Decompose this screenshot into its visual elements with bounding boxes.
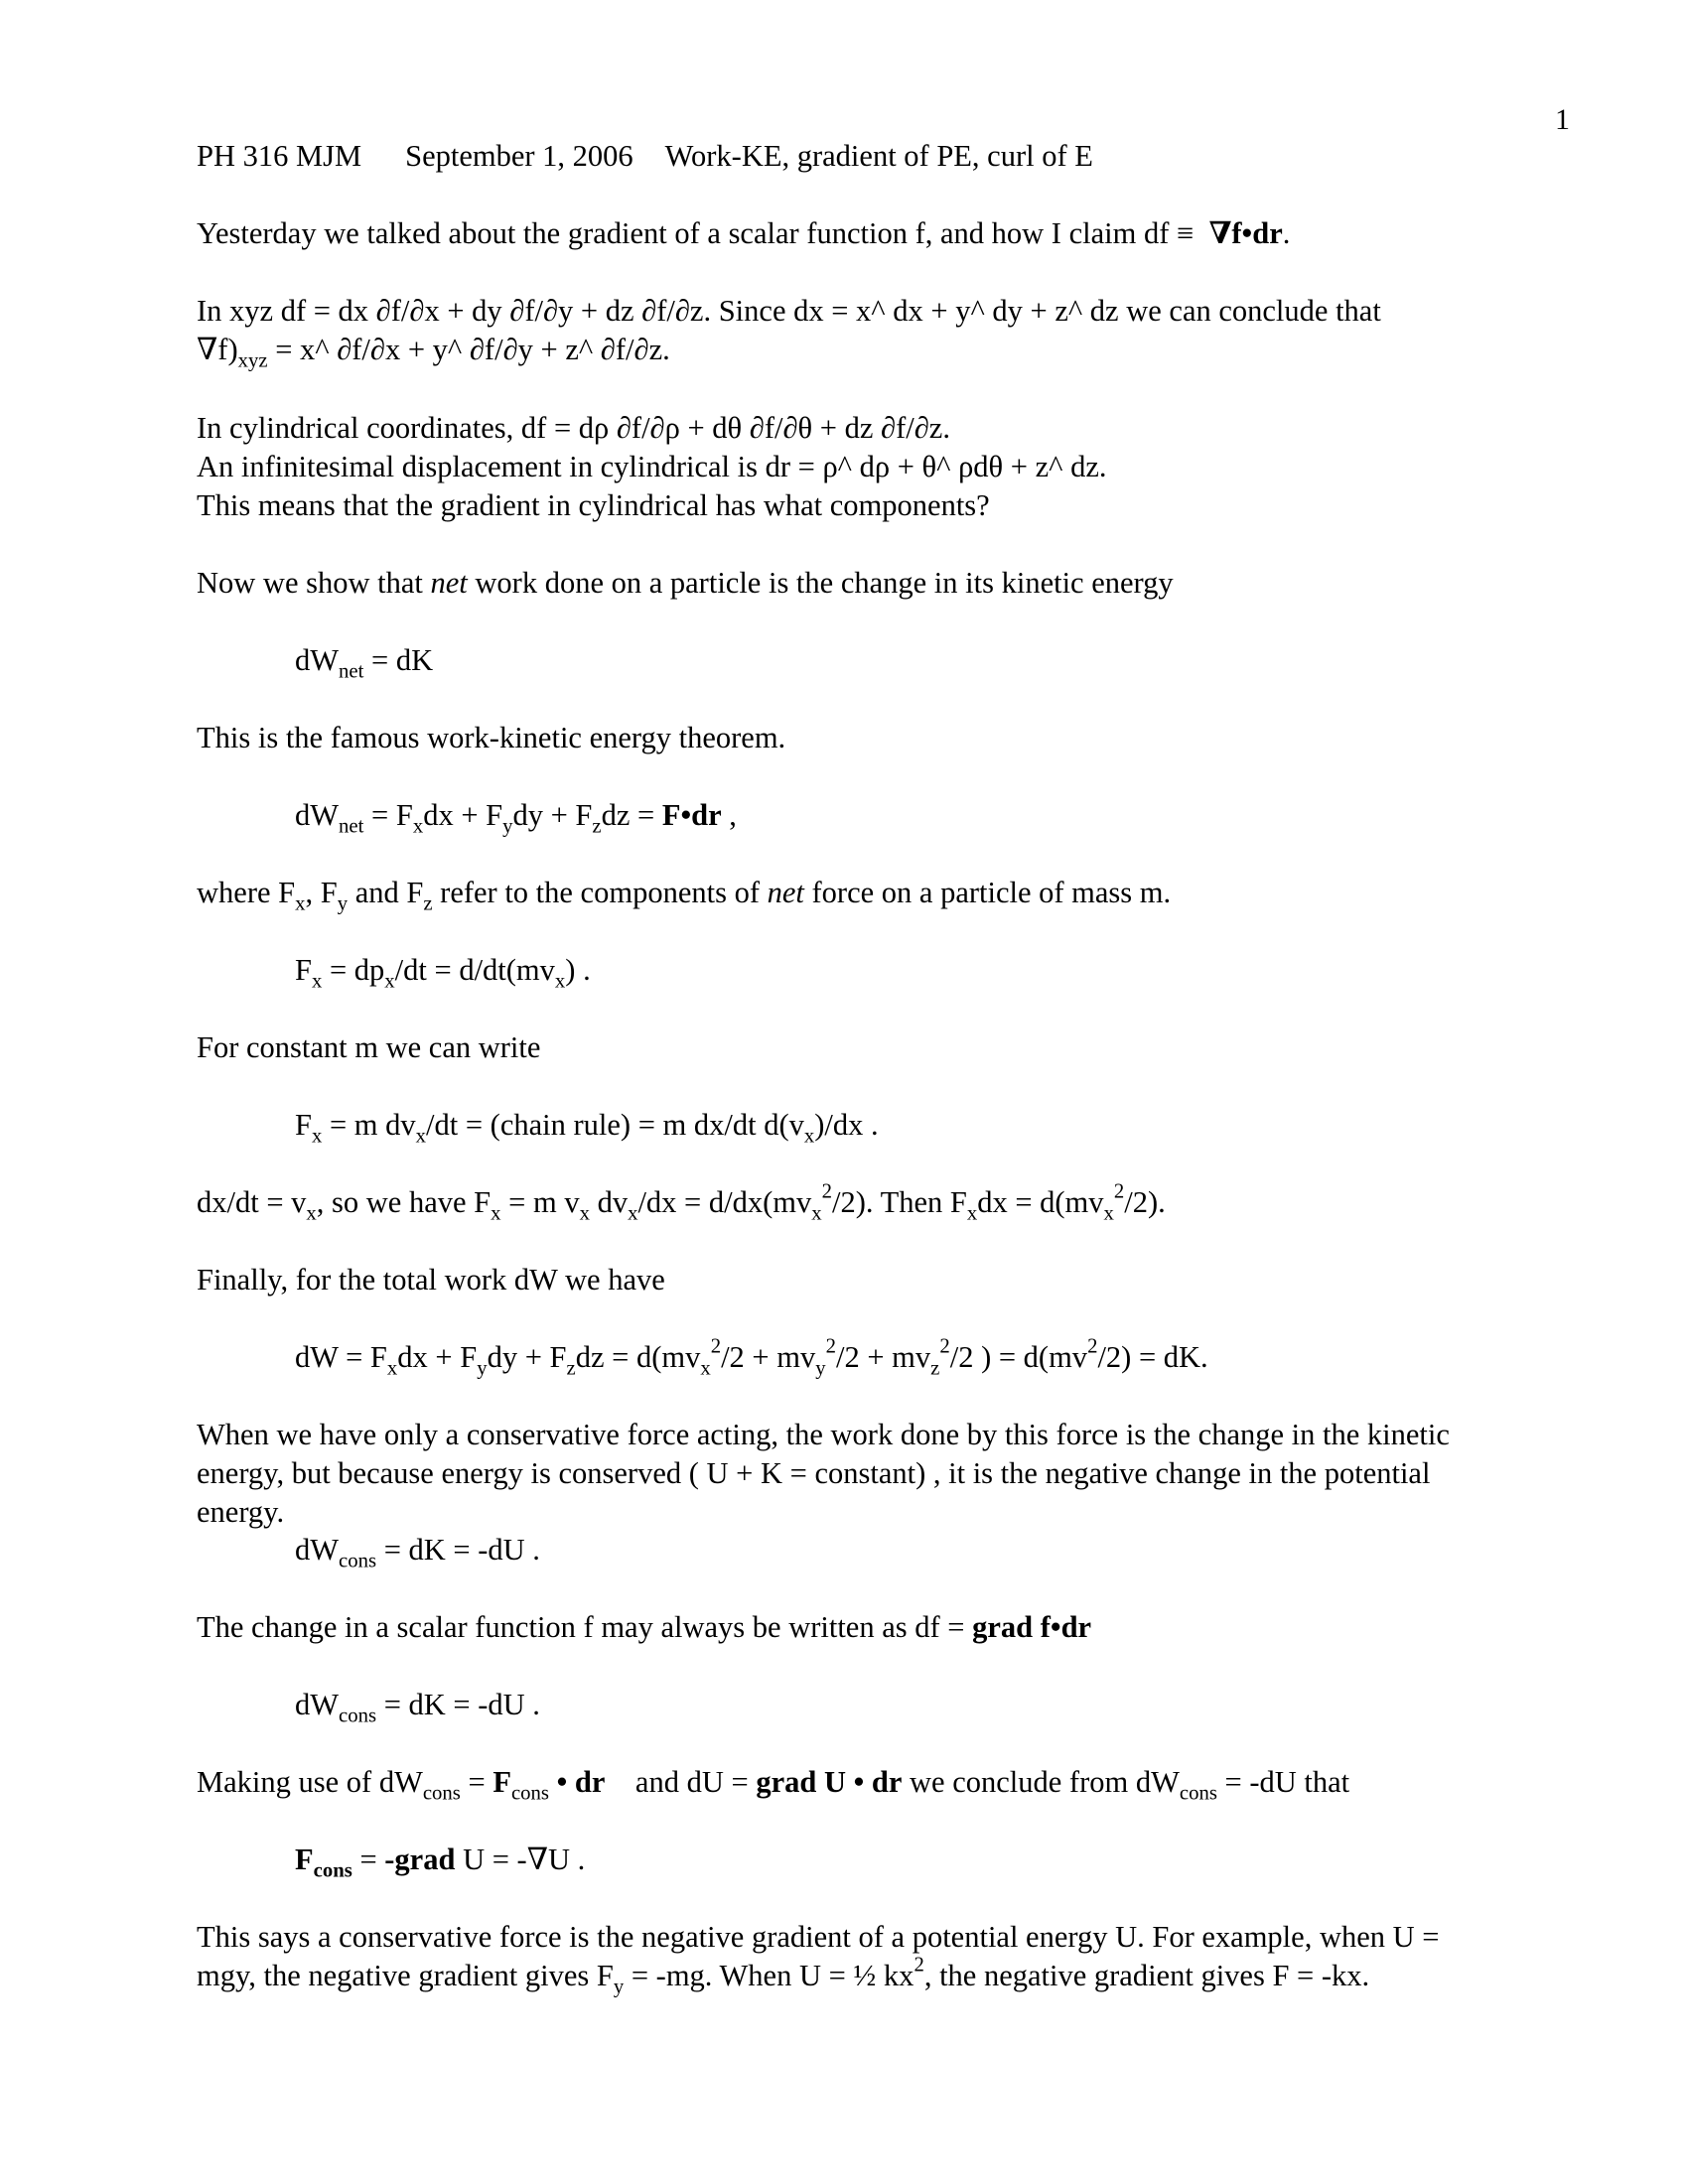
page-header: [197, 137, 1093, 175]
paragraph-net-work: Now we show that net work done on a particle is the change in its kinetic energy: [197, 566, 1174, 600]
paragraph-summary-line2: mgy, the negative gradient gives $F_y = -mg$. When U = ½ $kx^2$, the negative gradient gives F = -kx.: [197, 1954, 1370, 1998]
equation-net-work-components: $dW_{net} = F_xdx + F_ydy + F_zdz$ = F•dr ,: [295, 798, 737, 838]
page-number: 1: [1555, 103, 1570, 136]
equation-newton-second-law: $F_x = dp_x/dt = d/dt(mv_x)$ .: [295, 953, 591, 993]
paragraph-scalar-change: The change in a scalar function f may always be written as df = grad f•dr: [197, 1610, 1092, 1644]
equation-total-work: dW = $F_xdx + F_ydy + F_zdz = d(mv_x^2/2 + mv_y^2/2 + mv_z^2/2$ ) = $d(mv^2/2)$ = dK.: [295, 1335, 1208, 1380]
equation-conservative-work-2: $dW_{cons}$ = dK = -dU .: [295, 1688, 540, 1727]
paragraph-summary-line1: This says a conservative force is the negative gradient of a potential energy U. For example, when U =: [197, 1920, 1440, 1954]
paragraph-cylindrical-line2: An infinitesimal displacement in cylindrical is dr = ρ^ dρ + θ^ ρdθ + z^ dz.: [197, 450, 1107, 483]
equation-work-energy: $dW_{net}$ = dK: [295, 643, 434, 683]
equation-conservative-work-1: $dW_{cons}$ = dK = -dU .: [295, 1533, 540, 1572]
course-code: PH 316 MJM: [197, 139, 362, 173]
paragraph-cylindrical-line3: This means that the gradient in cylindrical has what components?: [197, 488, 990, 522]
paragraph-xyz-line2: $\nabla f)_{xyz}$ = x^ ∂f/∂x + y^ ∂f/∂y + z^ ∂f/∂z.: [197, 333, 670, 372]
equation-velocity-substitution: $dx/dt = v_x$, so we have $F_x = m$ $v_x$ $dv_x/dx = d/dx(mv_x^2/2)$. Then $F_xdx = d(mv_x^2/2)$.: [197, 1180, 1166, 1225]
header-date: September 1, 2006: [405, 139, 633, 173]
paragraph-making-use: Making use of $dW_{cons} = F_{cons}$ • dr and dU = grad U • dr we conclude from $dW_{cons} = -dU$ that: [197, 1765, 1350, 1805]
paragraph-conservative-line2: energy, but because energy is conserved ( U + K = constant) , it is the negative change in the potential: [197, 1456, 1431, 1490]
paragraph-force-components: where $F_x$, $F_y$ and $F_z$ refer to the components of net force on a particle of mass m.: [197, 876, 1172, 915]
paragraph-total-work: Finally, for the total work dW we have: [197, 1263, 665, 1297]
paragraph-gradient-intro: Yesterday we talked about the gradient of a scalar function f, and how I claim df ≡ ∇f•dr.: [197, 216, 1291, 250]
paragraph-constant-mass: For constant m we can write: [197, 1030, 541, 1064]
equation-chain-rule: $F_x = m$ $dv_x/dt$ = (chain rule) = m dx/dt $d(v_x)/dx$ .: [295, 1108, 879, 1148]
header-topic: Work-KE, gradient of PE, curl of E: [664, 139, 1093, 173]
paragraph-conservative-line1: When we have only a conservative force acting, the work done by this force is the change in the kinetic: [197, 1418, 1450, 1451]
paragraph-theorem: This is the famous work-kinetic energy theorem.: [197, 721, 786, 754]
paragraph-conservative-line3: energy.: [197, 1495, 285, 1529]
equation-conservative-force: $F_{cons}$ = -grad U = -∇U .: [295, 1843, 586, 1882]
paragraph-xyz-line1: In xyz df = dx ∂f/∂x + dy ∂f/∂y + dz ∂f/∂z. Since dx = x^ dx + y^ dy + z^ dz we can conclude that: [197, 294, 1381, 328]
paragraph-cylindrical-line1: In cylindrical coordinates, df = dρ ∂f/∂ρ + dθ ∂f/∂θ + dz ∂f/∂z.: [197, 411, 950, 445]
